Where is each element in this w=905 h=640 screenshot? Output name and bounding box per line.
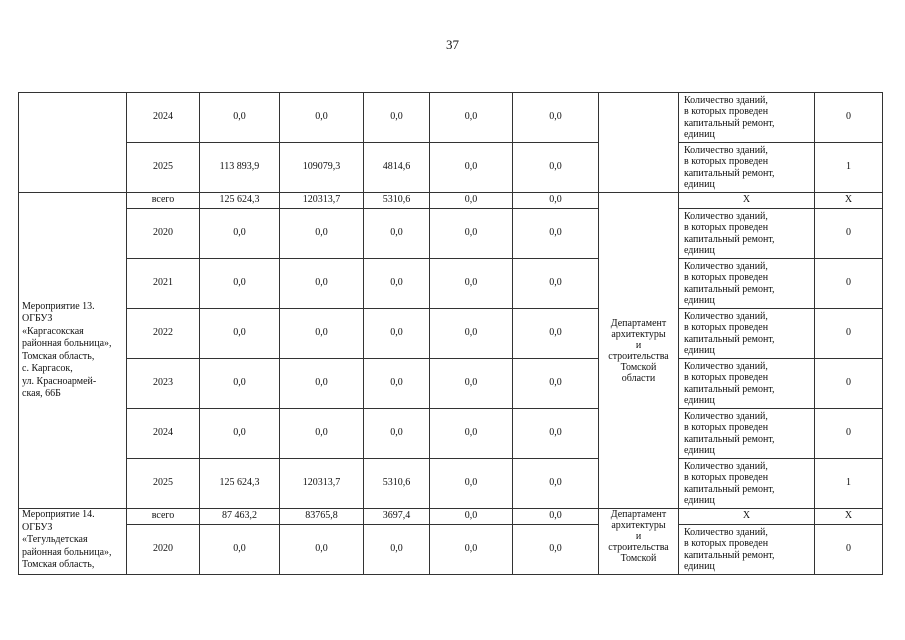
indicator-cell: Количество зданий, в которых проведен капитальный ремонт, единиц <box>679 259 815 309</box>
indicator-value-cell: 0 <box>815 93 883 143</box>
total-cell: 87 463,2 <box>200 509 280 525</box>
page-number: 37 <box>446 37 459 52</box>
year-cell: 2023 <box>127 359 200 409</box>
indicator-x-cell: X <box>679 509 815 525</box>
event-cell: Мероприятие 13. ОГБУЗ «Каргасокская районная больница», Томская область, с. Каргасок, ул. Красноармей- ская, 66Б <box>19 193 127 509</box>
other-cell: 0,0 <box>513 309 599 359</box>
federal-cell: 0,0 <box>280 309 364 359</box>
regional-cell: 0,0 <box>364 309 430 359</box>
federal-cell: 0,0 <box>280 359 364 409</box>
indicator-value-cell: 0 <box>815 409 883 459</box>
local-cell: 0,0 <box>430 143 513 193</box>
other-cell: 0,0 <box>513 359 599 409</box>
other-cell: 0,0 <box>513 143 599 193</box>
indicator-value-cell: 0 <box>815 259 883 309</box>
local-cell: 0,0 <box>430 209 513 259</box>
table-row <box>19 459 883 509</box>
total-cell: 0,0 <box>200 209 280 259</box>
other-cell: 0,0 <box>513 93 599 143</box>
regional-cell: 0,0 <box>364 209 430 259</box>
indicator-cell: Количество зданий, в которых проведен капитальный ремонт, единиц <box>679 209 815 259</box>
federal-cell: 0,0 <box>280 259 364 309</box>
indicator-value-cell: 0 <box>815 525 883 575</box>
indicator-cell: Количество зданий, в которых проведен капитальный ремонт, единиц <box>679 143 815 193</box>
regional-cell: 5310,6 <box>364 193 430 209</box>
year-cell: всего <box>127 509 200 525</box>
regional-cell: 0,0 <box>364 359 430 409</box>
year-cell: всего <box>127 193 200 209</box>
indicator-cell: Количество зданий, в которых проведен капитальный ремонт, единиц <box>679 459 815 509</box>
year-cell: 2025 <box>127 143 200 193</box>
indicator-cell: Количество зданий, в которых проведен капитальный ремонт, единиц <box>679 525 815 575</box>
regional-cell: 0,0 <box>364 409 430 459</box>
table-row <box>19 525 883 575</box>
indicator-cell: Количество зданий, в которых проведен капитальный ремонт, единиц <box>679 93 815 143</box>
indicator-x-cell: X <box>679 193 815 209</box>
department-cell: Департамент архитектуры и строительства Томской <box>599 509 679 575</box>
local-cell: 0,0 <box>430 359 513 409</box>
indicator-value-cell: 1 <box>815 459 883 509</box>
event-cell <box>19 93 127 193</box>
year-cell: 2025 <box>127 459 200 509</box>
federal-cell: 0,0 <box>280 93 364 143</box>
federal-cell: 109079,3 <box>280 143 364 193</box>
local-cell: 0,0 <box>430 509 513 525</box>
local-cell: 0,0 <box>430 525 513 575</box>
federal-cell: 120313,7 <box>280 459 364 509</box>
local-cell: 0,0 <box>430 409 513 459</box>
other-cell: 0,0 <box>513 193 599 209</box>
regional-cell: 4814,6 <box>364 143 430 193</box>
table-row-total <box>19 509 883 525</box>
federal-cell: 0,0 <box>280 209 364 259</box>
local-cell: 0,0 <box>430 309 513 359</box>
regional-cell: 0,0 <box>364 259 430 309</box>
indicator-value-x-cell: X <box>815 509 883 525</box>
table-row-total <box>19 193 883 209</box>
total-cell: 0,0 <box>200 309 280 359</box>
department-cell: Департамент архитектуры и строительства Томской области <box>599 193 679 509</box>
local-cell: 0,0 <box>430 193 513 209</box>
event-cell: Мероприятие 14. ОГБУЗ «Тегульдетская районная больница», Томская область, <box>19 509 127 575</box>
table-row <box>19 359 883 409</box>
federal-cell: 83765,8 <box>280 509 364 525</box>
indicator-value-cell: 0 <box>815 209 883 259</box>
indicator-value-cell: 0 <box>815 359 883 409</box>
total-cell: 0,0 <box>200 525 280 575</box>
year-cell: 2021 <box>127 259 200 309</box>
other-cell: 0,0 <box>513 259 599 309</box>
year-cell: 2022 <box>127 309 200 359</box>
total-cell: 125 624,3 <box>200 193 280 209</box>
indicator-value-cell: 0 <box>815 309 883 359</box>
regional-cell: 0,0 <box>364 525 430 575</box>
regional-cell: 5310,6 <box>364 459 430 509</box>
total-cell: 113 893,9 <box>200 143 280 193</box>
total-cell: 0,0 <box>200 93 280 143</box>
table-row <box>19 143 883 193</box>
total-cell: 0,0 <box>200 409 280 459</box>
federal-cell: 0,0 <box>280 525 364 575</box>
year-cell: 2024 <box>127 409 200 459</box>
table-row <box>19 93 883 143</box>
indicator-cell: Количество зданий, в которых проведен капитальный ремонт, единиц <box>679 409 815 459</box>
other-cell: 0,0 <box>513 509 599 525</box>
indicator-cell: Количество зданий, в которых проведен капитальный ремонт, единиц <box>679 309 815 359</box>
table-row <box>19 309 883 359</box>
regional-cell: 3697,4 <box>364 509 430 525</box>
year-cell: 2024 <box>127 93 200 143</box>
year-cell: 2020 <box>127 525 200 575</box>
other-cell: 0,0 <box>513 209 599 259</box>
table-row <box>19 209 883 259</box>
indicator-value-x-cell: X <box>815 193 883 209</box>
year-cell: 2020 <box>127 209 200 259</box>
other-cell: 0,0 <box>513 525 599 575</box>
total-cell: 0,0 <box>200 259 280 309</box>
table-row <box>19 409 883 459</box>
other-cell: 0,0 <box>513 409 599 459</box>
indicator-value-cell: 1 <box>815 143 883 193</box>
total-cell: 125 624,3 <box>200 459 280 509</box>
local-cell: 0,0 <box>430 93 513 143</box>
program-table <box>18 92 883 575</box>
other-cell: 0,0 <box>513 459 599 509</box>
local-cell: 0,0 <box>430 459 513 509</box>
table-row <box>19 259 883 309</box>
department-cell <box>599 93 679 193</box>
indicator-cell: Количество зданий, в которых проведен капитальный ремонт, единиц <box>679 359 815 409</box>
federal-cell: 120313,7 <box>280 193 364 209</box>
regional-cell: 0,0 <box>364 93 430 143</box>
federal-cell: 0,0 <box>280 409 364 459</box>
local-cell: 0,0 <box>430 259 513 309</box>
total-cell: 0,0 <box>200 359 280 409</box>
